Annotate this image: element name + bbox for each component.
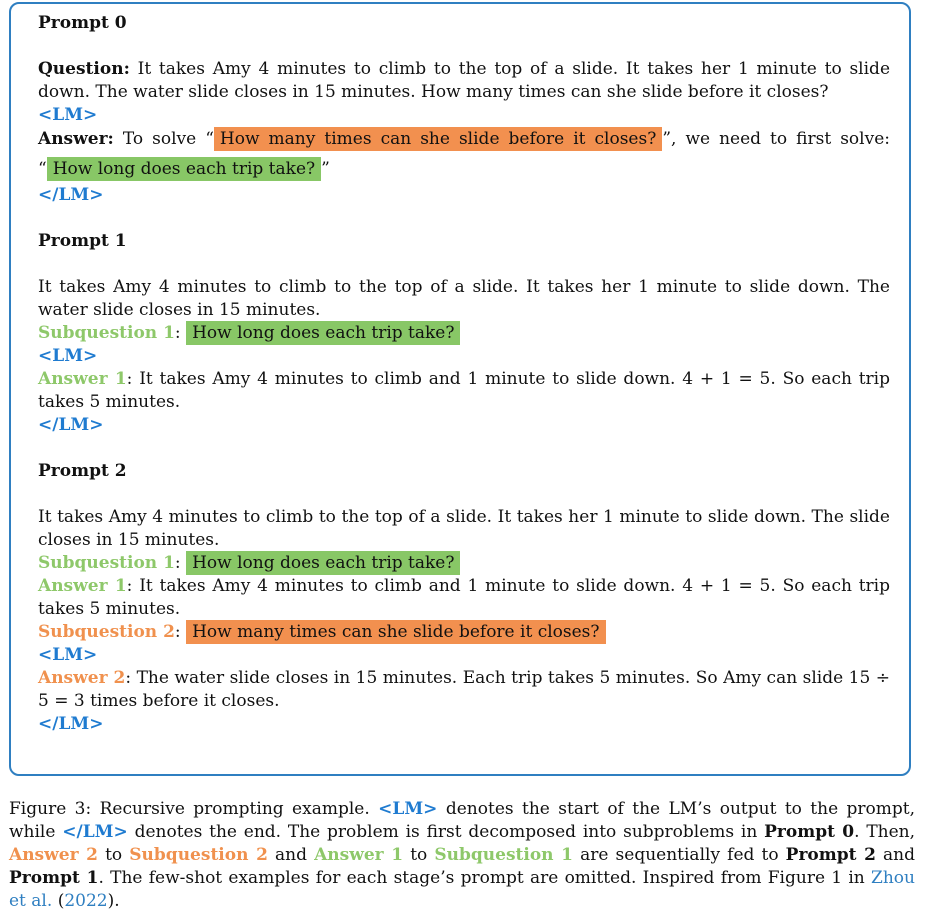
answer2-text: : The water slide closes in 15 minutes. Each trip takes 5 minutes. So Amy can slide 15 ÷ 5 = 3 times before it closes. bbox=[38, 668, 891, 711]
prompt2-answer2 bbox=[38, 667, 890, 713]
subquestion2-highlight: How many times can she slide before it closes? bbox=[186, 620, 605, 644]
answer-label: Answer: bbox=[38, 129, 114, 149]
caption-answer2: Answer 2 bbox=[9, 845, 98, 865]
prompt0-title: Prompt 0 bbox=[38, 13, 127, 33]
answer2-label: Answer 2 bbox=[38, 668, 126, 688]
question-text: It takes Amy 4 minutes to climb to the top of a slide. It takes her 1 minute to slide down. The water slide closes in 15 minutes. How many times can she slide before it closes? bbox=[38, 59, 890, 102]
prompt0-question bbox=[38, 58, 890, 104]
lm-open-tag: <LM> bbox=[38, 105, 98, 125]
subquestion1-highlight: How long does each trip take? bbox=[186, 321, 460, 345]
question-label: Question: bbox=[38, 59, 130, 79]
caption-text: to bbox=[105, 845, 123, 865]
caption-text: ). bbox=[107, 891, 120, 911]
answer-pre: To solve “ bbox=[122, 129, 214, 149]
prompt1-subquestion1: Subquestion 1: How long does each trip take? bbox=[38, 322, 890, 345]
caption-text: to bbox=[410, 845, 428, 865]
answer-mid: ”, we need to first solve: “ bbox=[38, 129, 890, 179]
prompt2-title: Prompt 2 bbox=[38, 461, 127, 481]
answer1-label: Answer 1 bbox=[38, 369, 127, 389]
prompt2-answer1 bbox=[38, 575, 890, 621]
answer-post: ” bbox=[321, 159, 330, 179]
lm-close-tag: </LM> bbox=[38, 415, 104, 435]
caption-answer1: Answer 1 bbox=[314, 845, 404, 865]
lm-open-tag: <LM> bbox=[38, 645, 98, 665]
caption-text: Figure 3: Recursive prompting example. bbox=[9, 799, 370, 819]
caption-text: denotes the end. The problem is first decomposed into subproblems in bbox=[134, 822, 758, 842]
caption-text: denotes the start of the LM’s output to the prompt, while bbox=[9, 799, 916, 842]
figure-caption bbox=[9, 798, 915, 913]
caption-prompt1: Prompt 1 bbox=[9, 868, 99, 888]
caption-text: and bbox=[275, 845, 307, 865]
lm-close-tag: </LM> bbox=[38, 185, 104, 205]
figure-content bbox=[38, 12, 890, 736]
subquestion1-label: Subquestion 1 bbox=[38, 323, 175, 343]
caption-text: and bbox=[883, 845, 916, 865]
lm-close-tag: </LM> bbox=[38, 714, 104, 734]
caption-text: are sequentially fed to bbox=[580, 845, 779, 865]
subquestion2-label: Subquestion 2 bbox=[38, 622, 175, 642]
highlight-sub-question: How long does each trip take? bbox=[47, 157, 321, 181]
caption-prompt2: Prompt 2 bbox=[785, 845, 876, 865]
prompt1-answer1 bbox=[38, 368, 890, 414]
citation-year-link[interactable]: 2022 bbox=[64, 891, 108, 911]
subquestion1-label: Subquestion 1 bbox=[38, 553, 175, 573]
answer1-text: : It takes Amy 4 minutes to climb and 1 minute to slide down. 4 + 1 = 5. So each trip takes 5 minutes. bbox=[38, 576, 890, 619]
caption-text: . Then, bbox=[854, 822, 916, 842]
citation-link[interactable]: Zhou et al. bbox=[9, 868, 915, 911]
prompt2-subquestion1: Subquestion 1: How long does each trip take? bbox=[38, 552, 890, 575]
prompt1-context: It takes Amy 4 minutes to climb to the top of a slide. It takes her 1 minute to slide down. The water slide closes in 15 minutes. bbox=[38, 277, 890, 320]
caption-subquestion2: Subquestion 2 bbox=[129, 845, 268, 865]
prompt2-context: It takes Amy 4 minutes to climb to the top of a slide. It takes her 1 minute to slide down. The slide closes in 15 minutes. bbox=[38, 507, 890, 550]
caption-subquestion1: Subquestion 1 bbox=[434, 845, 573, 865]
prompt2-subquestion2: Subquestion 2: How many times can she slide before it closes? bbox=[38, 621, 890, 644]
caption-text: ( bbox=[57, 891, 65, 911]
highlight-main-question: How many times can she slide before it closes? bbox=[214, 127, 662, 151]
answer1-text: : It takes Amy 4 minutes to climb and 1 minute to slide down. 4 + 1 = 5. So each trip takes 5 minutes. bbox=[38, 369, 890, 412]
caption-prompt0: Prompt 0 bbox=[764, 822, 855, 842]
lm-open-tag: <LM> bbox=[38, 346, 98, 366]
prompt1-title: Prompt 1 bbox=[38, 231, 127, 251]
answer1-label: Answer 1 bbox=[38, 576, 127, 596]
subquestion1-highlight: How long does each trip take? bbox=[186, 551, 460, 575]
caption-lm-close: </LM> bbox=[62, 822, 128, 842]
caption-lm-open: <LM> bbox=[378, 799, 438, 819]
prompt0-answer bbox=[38, 124, 890, 184]
caption-text: . The few-shot examples for each stage’s prompt are omitted. Inspired from Figure 1 in bbox=[98, 868, 865, 888]
